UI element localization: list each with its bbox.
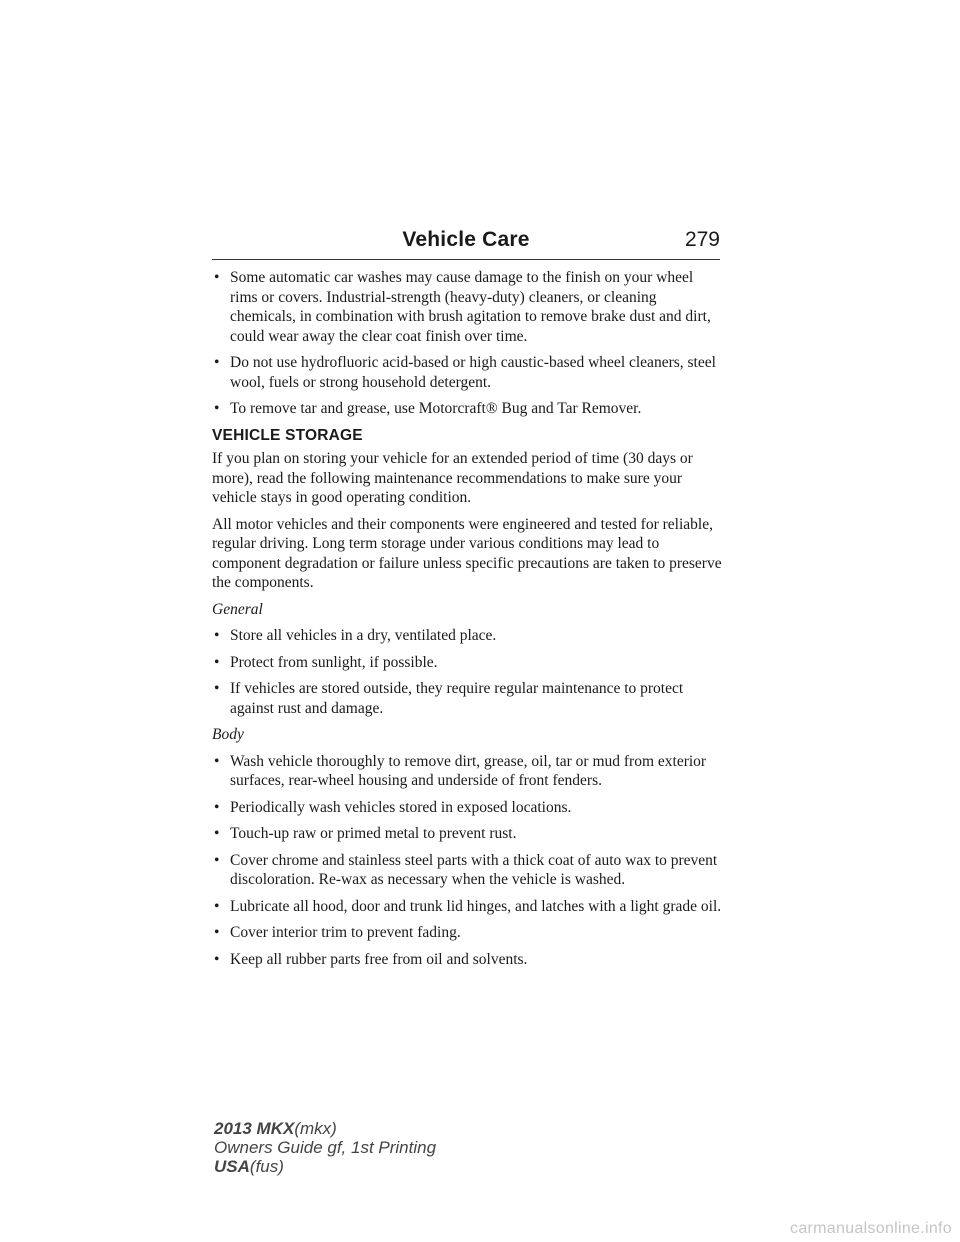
list-item-text: Touch-up raw or primed metal to prevent rust. bbox=[230, 825, 517, 842]
bullet-icon: • bbox=[214, 653, 220, 671]
page-header bbox=[212, 228, 720, 268]
bullet-icon: • bbox=[214, 851, 220, 869]
header-divider bbox=[212, 259, 720, 260]
footer-line-market bbox=[214, 1157, 436, 1176]
list-item-text: Some automatic car washes may cause damage to the finish on your wheel rims or covers. Industrial-strength (heavy-duty) cleaners, or cleaning chemicals, in combination with brush agitation to remove brake dust and dirt, could wear away the clear coat finish over time. bbox=[230, 269, 711, 345]
list-item bbox=[212, 851, 724, 890]
list-item bbox=[212, 897, 724, 917]
list-item bbox=[212, 824, 724, 844]
body-subheading: Body bbox=[212, 726, 244, 743]
list-item-text: Cover chrome and stainless steel parts with a thick coat of auto wax to prevent discoloration. Re-wax as necessary when the vehicle is washed. bbox=[230, 851, 718, 888]
list-item-text: If vehicles are stored outside, they require regular maintenance to protect against rust and damage. bbox=[230, 680, 684, 717]
paragraph: If you plan on storing your vehicle for an extended period of time (30 days or more), read the following maintenance recommendations to make sure your vehicle stays in good operating condition. bbox=[212, 450, 693, 506]
bullet-icon: • bbox=[214, 354, 220, 371]
footer-model: 2013 MKX bbox=[214, 1119, 295, 1138]
list-item-text: Wash vehicle thoroughly to remove dirt, grease, oil, tar or mud from exterior surfaces, rear-wheel housing and underside of front fenders. bbox=[230, 752, 707, 789]
list-item-text: Periodically wash vehicles stored in exposed locations. bbox=[230, 798, 572, 816]
footer-market-code: (fus) bbox=[249, 1157, 284, 1176]
list-item bbox=[212, 353, 724, 392]
vehicle-storage-heading: VEHICLE STORAGE bbox=[212, 426, 363, 444]
site-watermark: carmanualsonline.info bbox=[790, 1220, 952, 1237]
list-item-text: Do not use hydrofluoric acid-based or high caustic-based wheel cleaners, steel wool, fuels or strong household detergent. bbox=[230, 354, 716, 391]
bullet-icon: • bbox=[214, 680, 220, 697]
bullet-icon: • bbox=[214, 269, 220, 286]
list-item-text: To remove tar and grease, use Motorcraft® Bug and Tar Remover. bbox=[230, 400, 642, 417]
list-item bbox=[212, 653, 724, 673]
section-title: Vehicle Care bbox=[402, 228, 530, 251]
general-subheading: General bbox=[212, 600, 263, 618]
list-item bbox=[212, 268, 724, 346]
list-item-text: Store all vehicles in a dry, ventilated place. bbox=[230, 627, 497, 644]
bullet-icon: • bbox=[214, 798, 220, 816]
list-item-text: Lubricate all hood, door and trunk lid hinges, and latches with a light grade oil. bbox=[230, 897, 722, 915]
paragraph: All motor vehicles and their components were engineered and tested for reliable, regular driving. Long term storage under various conditions may lead to component degradation or failure unless specific precautions are taken to preserve the components. bbox=[212, 515, 722, 591]
bullet-icon: • bbox=[214, 752, 220, 770]
list-item-text: Keep all rubber parts free from oil and solvents. bbox=[230, 950, 528, 968]
list-item bbox=[212, 399, 724, 419]
list-item bbox=[212, 950, 724, 970]
footer-line-model bbox=[214, 1119, 436, 1138]
print-footer bbox=[214, 1119, 436, 1176]
bullet-icon: • bbox=[214, 950, 220, 968]
list-item-text: Protect from sunlight, if possible. bbox=[230, 653, 438, 671]
list-item bbox=[212, 752, 724, 791]
footer-line-guide: Owners Guide gf, 1st Printing bbox=[214, 1138, 437, 1157]
list-item bbox=[212, 798, 724, 818]
page-content bbox=[212, 268, 724, 976]
page-number: 279 bbox=[684, 228, 720, 251]
list-item bbox=[212, 626, 724, 646]
bullet-icon: • bbox=[214, 924, 220, 941]
footer-market: USA bbox=[214, 1157, 250, 1176]
list-item bbox=[212, 679, 724, 718]
bullet-icon: • bbox=[214, 627, 220, 644]
footer-model-code: (mkx) bbox=[294, 1119, 337, 1138]
bullet-icon: • bbox=[214, 400, 220, 417]
list-item bbox=[212, 923, 724, 943]
bullet-icon: • bbox=[214, 897, 220, 915]
bullet-icon: • bbox=[214, 825, 220, 842]
list-item-text: Cover interior trim to prevent fading. bbox=[230, 924, 461, 941]
